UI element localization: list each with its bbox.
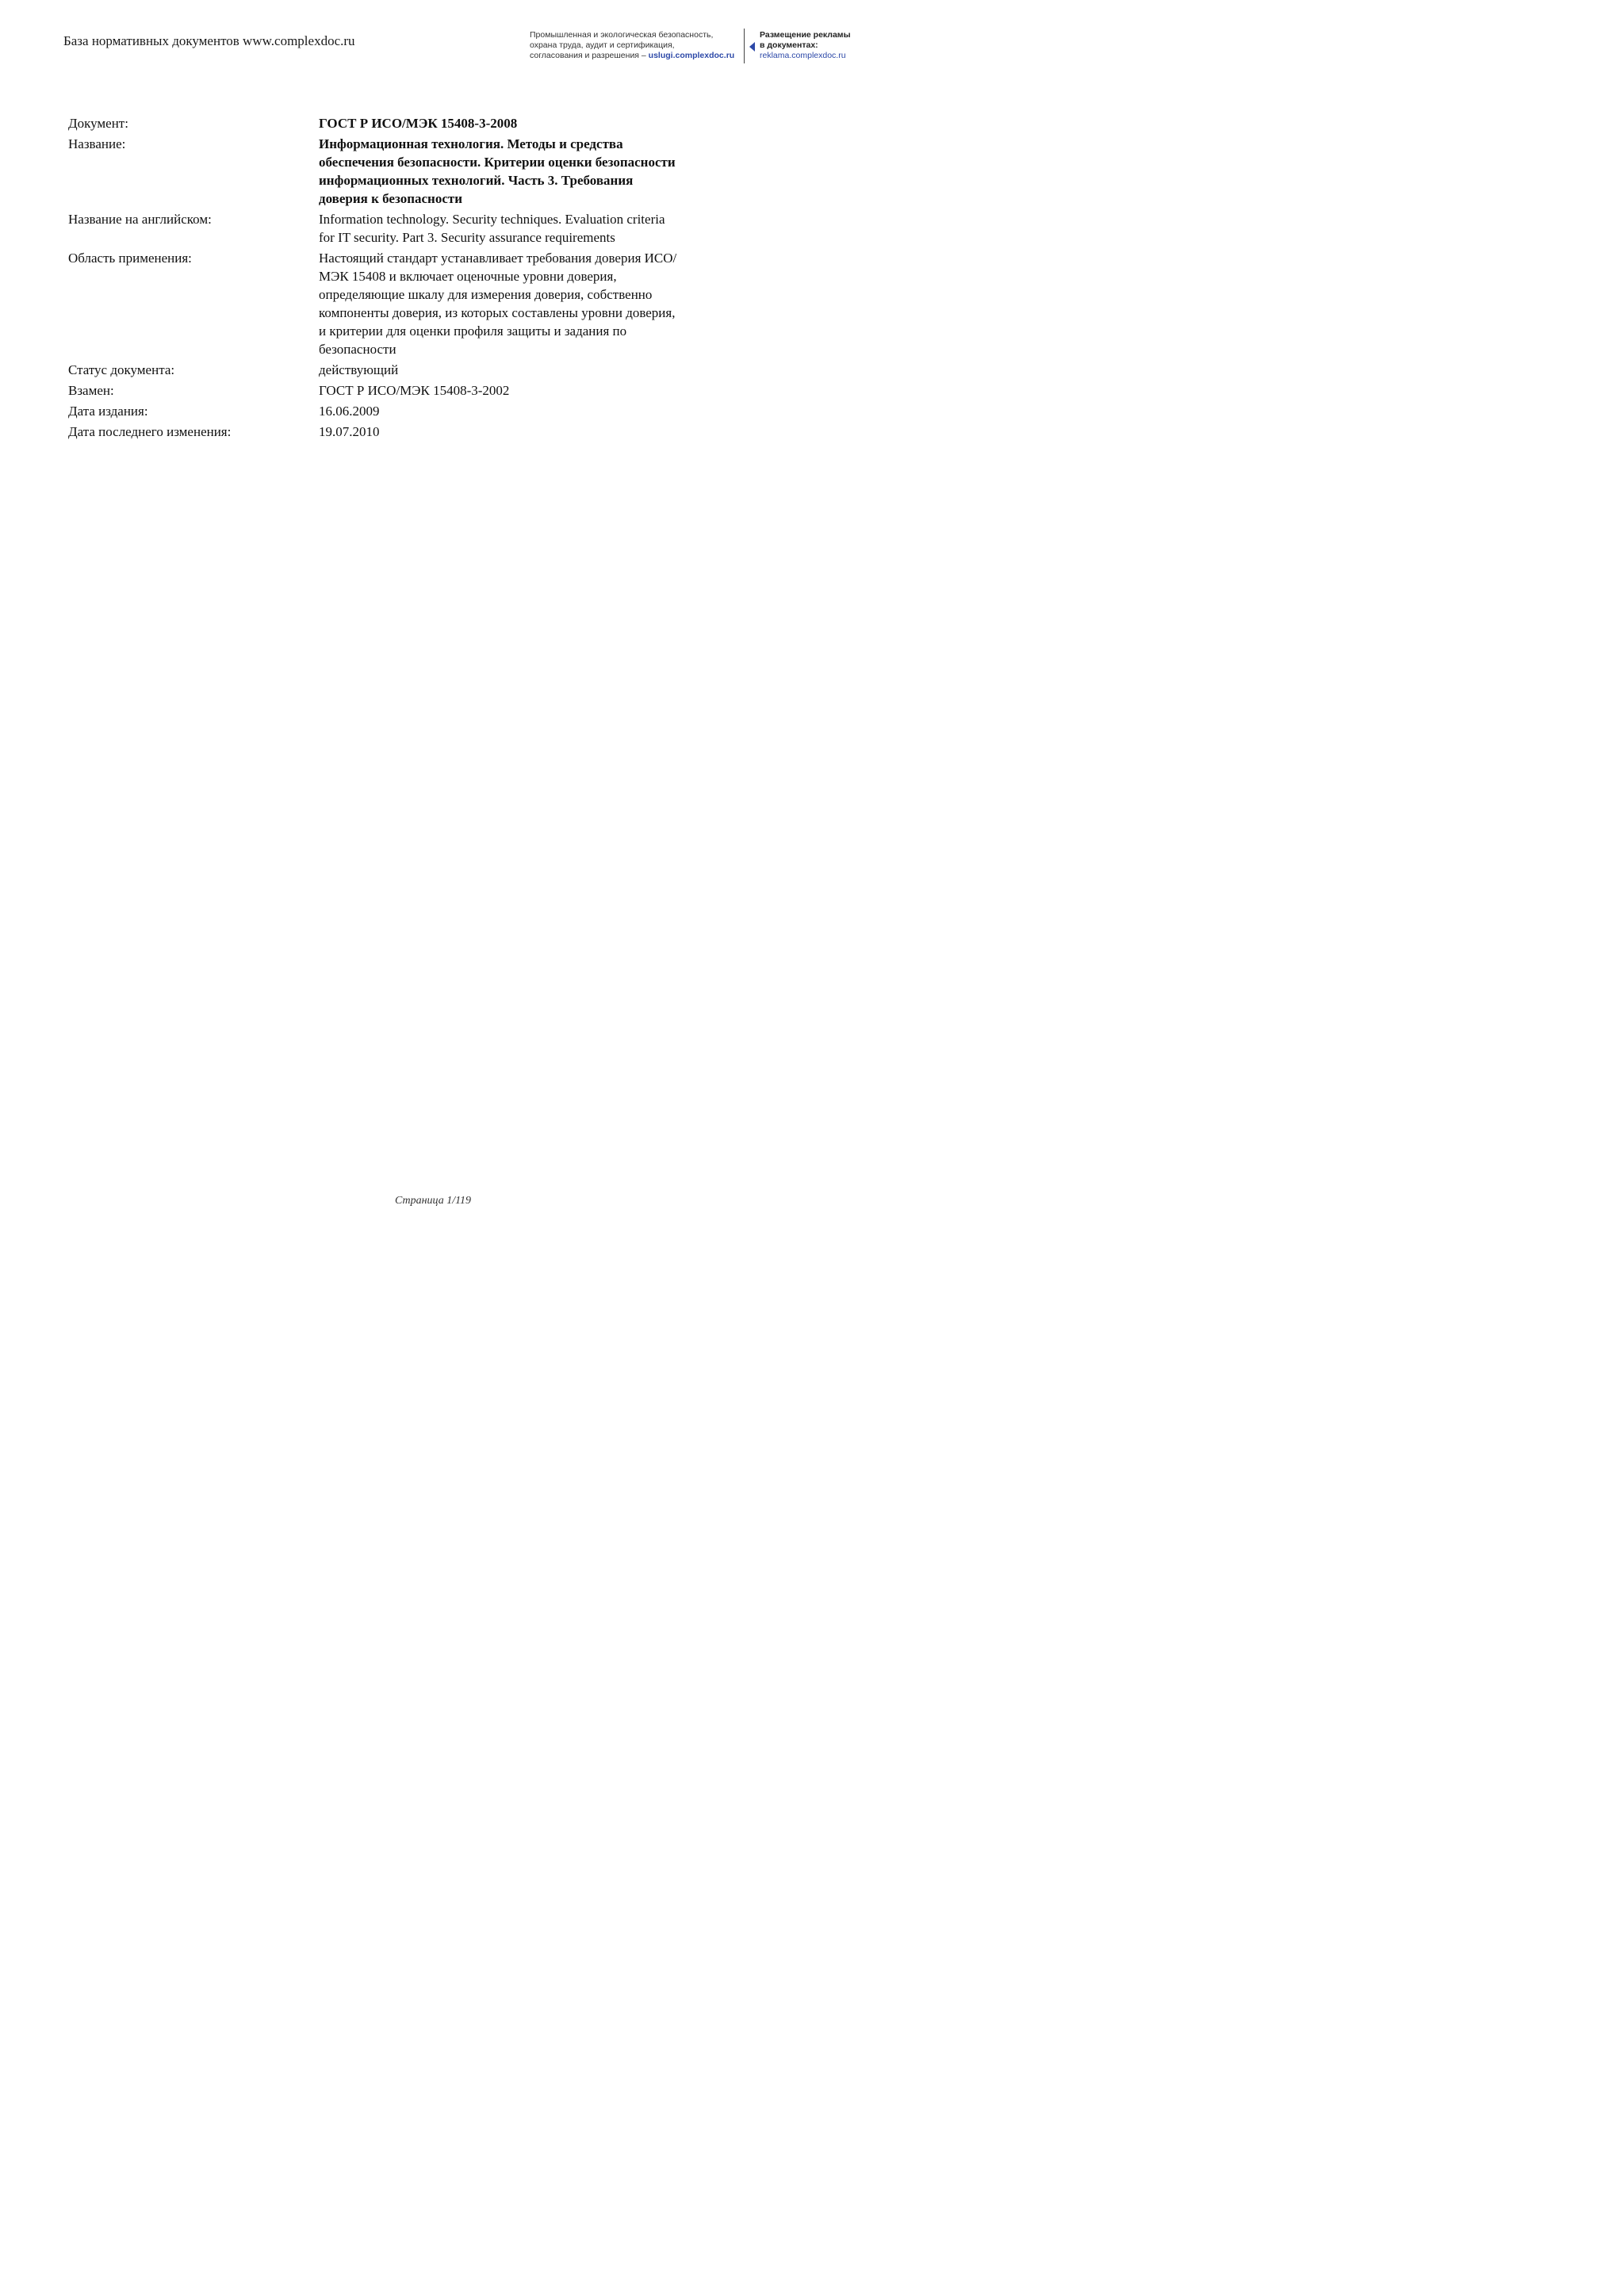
field-value: ГОСТ Р ИСО/МЭК 15408-3-2002: [319, 383, 510, 398]
ads-subtitle: в документах:: [760, 40, 818, 50]
field-value: действующий: [319, 362, 399, 377]
field-value: ГОСТ Р ИСО/МЭК 15408-3-2008: [319, 116, 518, 131]
services-promo: [530, 30, 742, 61]
promo-line-text: согласования и разрешения –: [530, 51, 649, 60]
promo-line: охрана труда, аудит и сертификация,: [530, 40, 675, 50]
field-scope: [68, 249, 703, 358]
field-label: Документ:: [68, 116, 128, 131]
document-metadata: [68, 114, 703, 443]
field-last-modified: [68, 423, 703, 441]
ads-link[interactable]: reklama.complexdoc.ru: [760, 51, 846, 60]
field-value: Настоящий стандарт устанавливает требования доверия ИСО/МЭК 15408 и включает оценочные уровни доверия, определяющие шкалу для измерения доверия, собственно компоненты доверия, из которых составлены уровни доверия, и критерии для оценки профиля защиты и задания по безопасности: [319, 251, 677, 357]
ads-promo: [760, 30, 871, 61]
field-value: Информационная технология. Методы и средства обеспечения безопасности. Критерии оценки безопасности информационных технологий. Часть 3. Требования доверия к безопасности: [319, 136, 676, 206]
field-value: 16.06.2009: [319, 404, 380, 419]
arrow-left-icon: [749, 42, 755, 52]
ads-title: Размещение рекламы: [760, 30, 851, 40]
field-label: Название:: [68, 136, 126, 151]
page-number: Страница 1/119: [394, 1195, 472, 1207]
site-title: База нормативных документов www.complexdoc.ru: [63, 33, 355, 48]
field-label: Взамен:: [68, 383, 114, 398]
field-title: [68, 135, 703, 208]
promo-line: Промышленная и экологическая безопасность,: [530, 30, 714, 40]
field-document: [68, 114, 703, 132]
field-label: Название на английском:: [68, 212, 212, 227]
field-publication-date: [68, 402, 703, 420]
promo-line: [530, 51, 742, 61]
field-english-title: [68, 210, 703, 247]
field-label: Статус документа:: [68, 362, 175, 377]
header-divider: [744, 29, 745, 63]
field-value: 19.07.2010: [319, 424, 380, 439]
field-value: Information technology. Security techniques. Evaluation criteria for IT security. Part 3. Security assurance requirements: [319, 212, 665, 245]
services-link[interactable]: uslugi.complexdoc.ru: [648, 51, 735, 60]
field-label: Дата издания:: [68, 404, 148, 419]
field-label: Дата последнего изменения:: [68, 424, 232, 439]
field-label: Область применения:: [68, 251, 192, 266]
field-status: [68, 361, 703, 379]
field-replaces: [68, 381, 703, 400]
